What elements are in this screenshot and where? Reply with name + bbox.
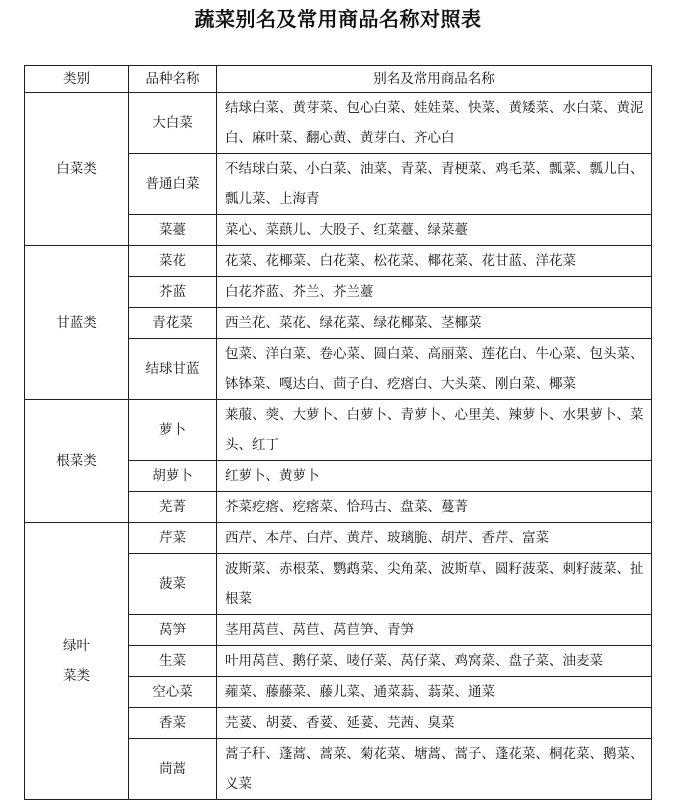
aliases-cell: 蒿子秆、蓬蒿、蒿菜、菊花菜、塘蒿、蒿子、蓬花菜、桐花菜、鹅菜、义菜 — [217, 739, 652, 800]
table-header-row — [25, 66, 652, 93]
header-category: 类别 — [25, 66, 129, 93]
table-body — [25, 93, 652, 800]
variety-cell: 香菜 — [129, 708, 217, 739]
category-cell — [25, 93, 129, 246]
variety-cell: 空心菜 — [129, 677, 217, 708]
aliases-cell: 芫荽、胡荽、香荽、延荽、芫茜、臭菜 — [217, 708, 652, 739]
category-cell — [25, 400, 129, 523]
category-label: 根菜类 — [56, 453, 97, 469]
variety-cell: 菜薹 — [129, 215, 217, 246]
table-row — [25, 93, 652, 154]
aliases-cell: 西兰花、菜花、绿花菜、绿花椰菜、茎椰菜 — [217, 308, 652, 339]
aliases-cell: 叶用莴苣、鹅仔菜、唛仔菜、莴仔菜、鸡窝菜、盘子菜、油麦菜 — [217, 646, 652, 677]
variety-cell: 青花菜 — [129, 308, 217, 339]
table-row — [25, 400, 652, 461]
variety-cell: 莴笋 — [129, 615, 217, 646]
aliases-cell: 白花芥蓝、芥兰、芥兰薹 — [217, 277, 652, 308]
variety-cell: 萝卜 — [129, 400, 217, 461]
aliases-cell: 包菜、洋白菜、卷心菜、圆白菜、高丽菜、莲花白、牛心菜、包头菜、钵钵菜、嘎达白、茴子白、疙瘩白、大头菜、刚白菜、椰菜 — [217, 339, 652, 400]
header-variety: 品种名称 — [129, 66, 217, 93]
aliases-cell: 不结球白菜、小白菜、油菜、青菜、青梗菜、鸡毛菜、瓢菜、瓢儿白、瓢儿菜、上海青 — [217, 154, 652, 215]
category-label: 白菜类 — [56, 161, 97, 177]
variety-cell: 芥蓝 — [129, 277, 217, 308]
variety-cell: 生菜 — [129, 646, 217, 677]
category-cell — [25, 246, 129, 400]
aliases-cell: 花菜、花椰菜、白花菜、松花菜、椰花菜、花甘蓝、洋花菜 — [217, 246, 652, 277]
variety-cell: 芜菁 — [129, 492, 217, 523]
aliases-cell: 波斯菜、赤根菜、鹦鹉菜、尖角菜、波斯草、圆籽菠菜、刺籽菠菜、扯根菜 — [217, 554, 652, 615]
category-cell — [25, 523, 129, 800]
aliases-cell: 西芹、本芹、白芹、黄芹、玻璃脆、胡芹、香芹、富菜 — [217, 523, 652, 554]
aliases-cell: 菜心、菜蕻儿、大股子、红菜薹、绿菜薹 — [217, 215, 652, 246]
variety-cell: 普通白菜 — [129, 154, 217, 215]
variety-cell: 茼蒿 — [129, 739, 217, 800]
vegetable-alias-table — [24, 65, 652, 800]
variety-cell: 胡萝卜 — [129, 461, 217, 492]
page-title: 蔬菜别名及常用商品名称对照表 — [194, 7, 482, 31]
aliases-cell: 莱菔、葖、大萝卜、白萝卜、青萝卜、心里美、辣萝卜、水果萝卜、菜头、红丁 — [217, 400, 652, 461]
category-label: 菜类 — [63, 668, 90, 684]
table-row — [25, 523, 652, 554]
table-row — [25, 246, 652, 277]
variety-cell: 菜花 — [129, 246, 217, 277]
variety-cell: 结球甘蓝 — [129, 339, 217, 400]
header-aliases: 别名及常用商品名称 — [217, 66, 652, 93]
aliases-cell: 结球白菜、黄芽菜、包心白菜、娃娃菜、快菜、黄矮菜、水白菜、黄泥白、麻叶菜、翻心黄、黄芽白、齐心白 — [217, 93, 652, 154]
variety-cell: 大白菜 — [129, 93, 217, 154]
aliases-cell: 芥菜疙瘩、疙瘩菜、恰玛古、盘菜、蔓菁 — [217, 492, 652, 523]
aliases-cell: 茎用莴苣、莴苣、莴苣笋、青笋 — [217, 615, 652, 646]
category-label: 绿叶 — [63, 638, 90, 654]
category-label: 甘蓝类 — [56, 314, 97, 331]
variety-cell: 芹菜 — [129, 523, 217, 554]
aliases-cell: 蕹菜、藤藤菜、藤儿菜、通菜蓊、蓊菜、通菜 — [217, 677, 652, 708]
variety-cell: 菠菜 — [129, 554, 217, 615]
aliases-cell: 红萝卜、黄萝卜 — [217, 461, 652, 492]
